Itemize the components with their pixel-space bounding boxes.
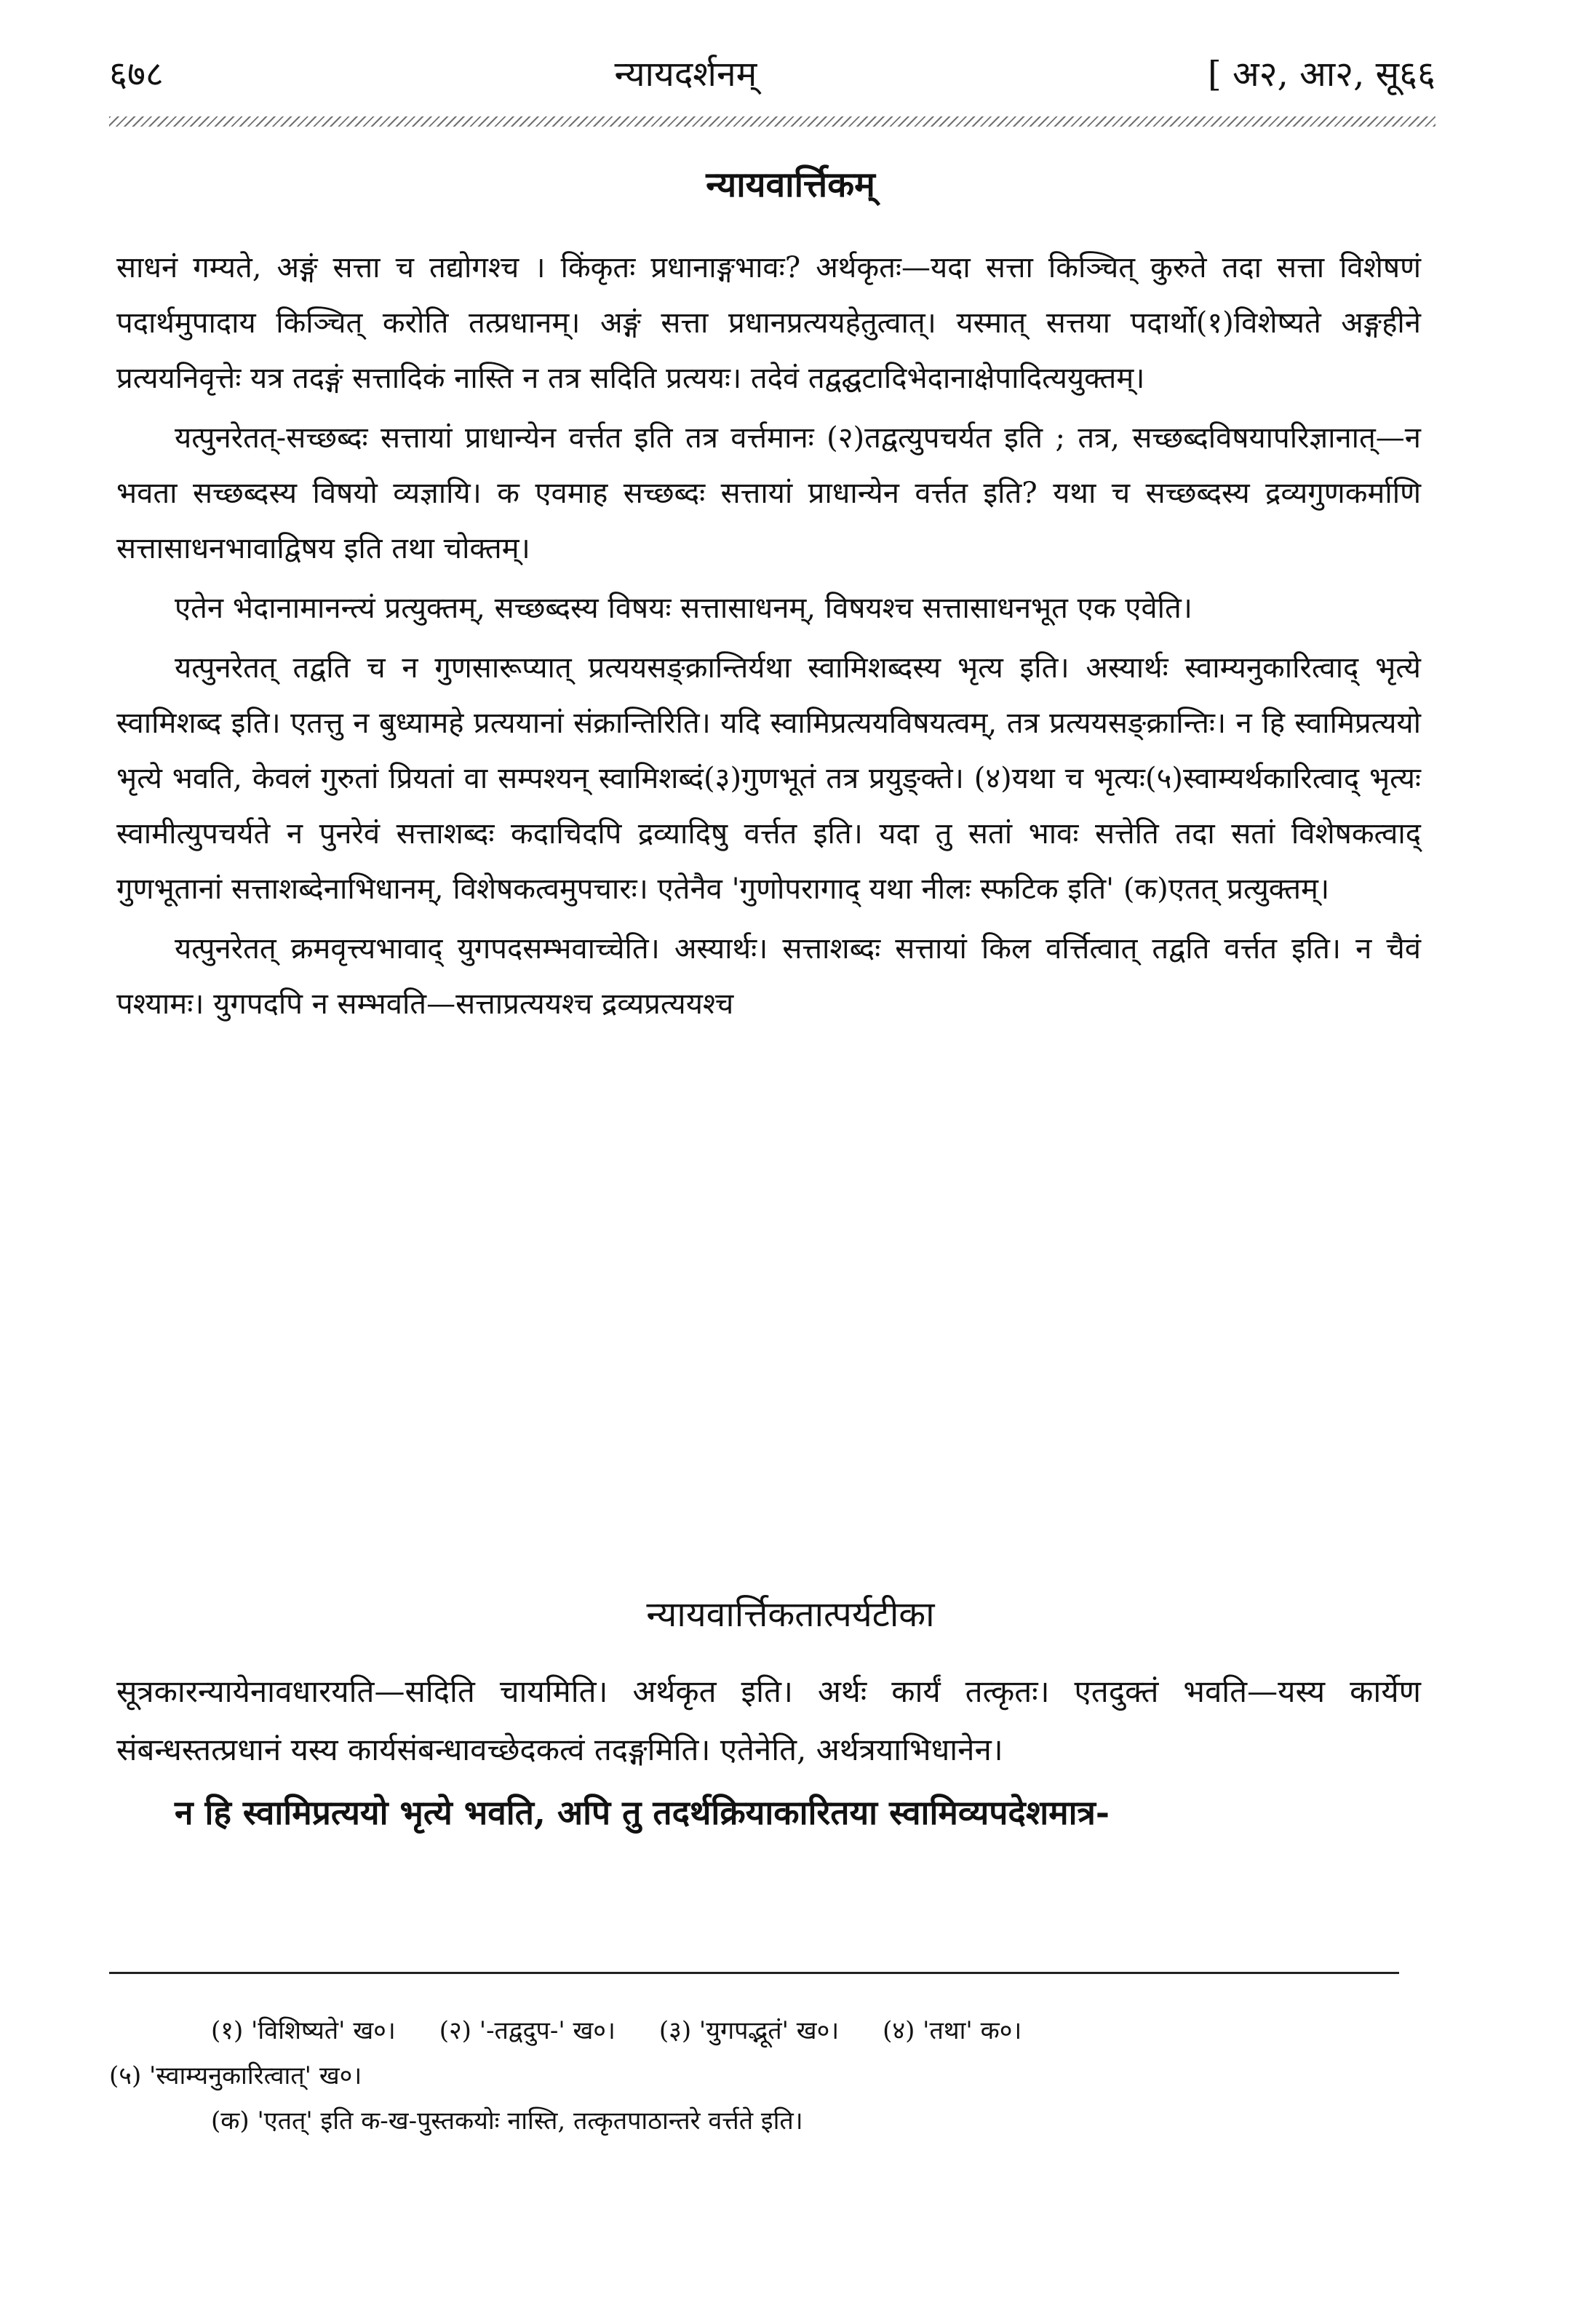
section-reference: [ अ२, आ२, सू६६ [1207, 53, 1435, 95]
footnote-4: (४) 'तथा' क०। [883, 2016, 1022, 2045]
vartika-paragraph-2: यत्पुनरेतत्-सच्छब्दः सत्तायां प्राधान्येन वर्त्तत इति तत्र वर्त्तमानः (२)तद्वत्युपचर्यत इति ; तत्र, सच्छब्दविषयापरिज्ञानात्—न भवता सच्छब्दस्य विषयो व्यज्ञायि। क एवमाह सच्छब्दः सत्तायां प्राधान्येन वर्त्तत इति? यथा च सच्छब्दस्य द्रव्यगुणकर्माणि सत्तासाधनभावाद्विषय इति तथा चोक्तम्। [116, 421, 1421, 565]
footnote-row [109, 2098, 1414, 2144]
footnote-ka: (क) 'एतत्' इति क-ख-पुस्तकयोः नास्ति, तत्कृतपाठान्तरे वर्त्तते इति। [211, 2106, 803, 2136]
running-title: न्यायदर्शनम् [614, 53, 757, 95]
vartika-paragraph-4: यत्पुनरेतत् तद्वति च न गुणसारूप्यात् प्रत्ययसङ्क्रान्तिर्यथा स्वामिशब्दस्य भृत्य इति। अस्यार्थः स्वाम्यनुकारित्वाद् भृत्ये स्वामिशब्द इति। एतत्तु न बुध्यामहे प्रत्ययानां संक्रान्तिरिति। यदि स्वामिप्रत्ययविषयत्वम्, तत्र प्रत्ययसङ्क्रान्तिः। न हि स्वामिप्रत्ययो भृत्ये भवति, केवलं गुरुतां प्रियतां वा सम्पश्यन् स्वामिशब्दं(३)गुणभूतं तत्र प्रयुङ्क्ते। (४)यथा च भृत्यः(५)स्वाम्यर्थकारित्वाद् भृत्यः स्वामीत्युपचर्यते न पुनरेवं सत्ताशब्दः कदाचिदपि द्रव्यादिषु वर्त्तत इति। यदा तु सतां भावः सत्तेति तदा सतां विशेषकत्वाद् गुणभूतानां सत्ताशब्देनाभिधानम्, विशेषकत्वमुपचारः। एतेनैव 'गुणोपरागाद् यथा नीलः स्फटिक इति' (क)एतत् प्रत्युक्तम्। [116, 651, 1421, 906]
footnote-1: (१) 'विशिष्यते' ख०। [211, 2016, 396, 2045]
vartika-text [116, 240, 1421, 1036]
footnote-row [109, 2053, 1414, 2098]
page-number: ६७८ [109, 53, 164, 95]
tika-emphasis-line: न हि स्वामिप्रत्ययो भृत्ये भवति, अपि तु तदर्थक्रियाकारितया स्वामिव्यपदेशमात्र- [175, 1793, 1110, 1832]
footnote-3: (३) 'युगपद्भूतं' ख०। [658, 2016, 840, 2045]
footnote-5: (५) 'स्वाम्यनुकारित्वात्' ख०। [109, 2061, 362, 2090]
footnotes [109, 2008, 1414, 2144]
tika-text [116, 1663, 1421, 1846]
vartika-title: न्यायवार्त्तिकम् [706, 164, 875, 205]
footnote-row [109, 2008, 1414, 2053]
footnote-2: (२) '-तद्वदुप-' ख०। [439, 2016, 616, 2045]
tika-title: न्यायवार्त्तिकतात्पर्यटीका [646, 1594, 935, 1635]
page-header [109, 44, 1435, 102]
vartika-paragraph-3: एतेन भेदानामानन्त्यं प्रत्युक्तम्, सच्छब्दस्य विषयः सत्तासाधनम्, विषयश्च सत्तासाधनभूत एक एवेति। [175, 592, 1192, 625]
vartika-paragraph-1: साधनं गम्यते, अङ्गं सत्ता च तद्योगश्च । किंकृतः प्रधानाङ्गभावः? अर्थकृतः—यदा सत्ता किञ्चित् कुरुते तदा सत्ता विशेषणं पदार्थमुपादाय किञ्चित् करोति तत्प्रधानम्। अङ्गं सत्ता प्रधानप्रत्ययहेतुत्वात्। यस्मात् सत्तया पदार्थो(१)विशेष्यते अङ्गहीने प्रत्ययनिवृत्तेः यत्र तदङ्गं सत्तादिकं नास्ति न तत्र सदिति प्रत्ययः। तदेवं तद्वद्घटादिभेदानाक्षेपादित्ययुक्तम्। [116, 251, 1421, 395]
header-wavy-rule [109, 116, 1435, 127]
tika-paragraph-1: सूत्रकारन्यायेनावधारयति—सदिति चायमिति। अर्थकृत इति। अर्थः कार्यं तत्कृतः। एतदुक्तं भवति—यस्य कार्येण संबन्धस्तत्प्रधानं यस्य कार्यसंबन्धावच्छेदकत्वं तदङ्गमिति। एतेनेति, अर्थत्रयाभिधानेन। [116, 1674, 1421, 1767]
vartika-paragraph-5: यत्पुनरेतत् क्रमवृत्त्यभावाद् युगपदसम्भवाच्चेति। अस्यार्थः। सत्ताशब्दः सत्तायां किल वर्त्तित्वात् तद्वति वर्त्तत इति। न चैवं पश्यामः। युगपदपि न सम्भवति—सत्ताप्रत्ययश्च द्रव्यप्रत्ययश्च [116, 932, 1421, 1021]
footnote-rule [109, 1972, 1399, 1974]
